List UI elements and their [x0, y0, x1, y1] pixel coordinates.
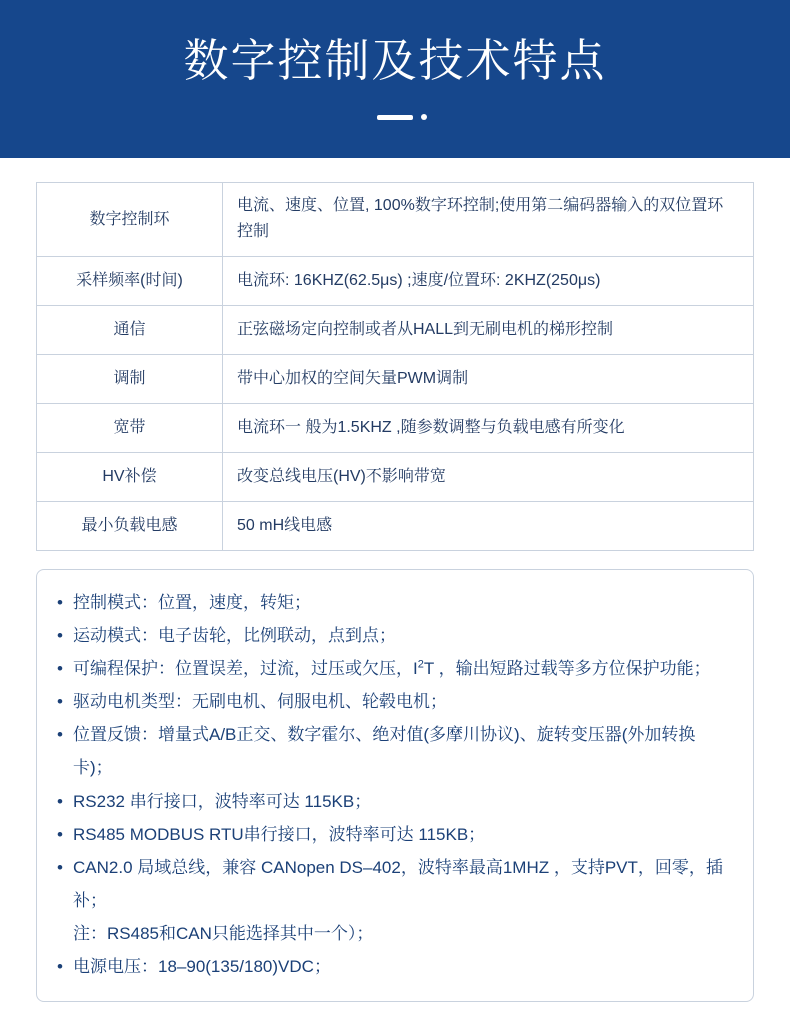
bullet-dot-icon: • [57, 824, 63, 844]
table-row [37, 306, 753, 355]
page-title: 数字控制及技术特点 [183, 35, 607, 86]
title-dot-decoration [421, 114, 427, 120]
spec-value: 50 mH线电感 [237, 516, 333, 534]
feature-list-item-label: RS485 MODBUS RTU串行接口，波特率可达 115KB； [73, 824, 486, 844]
feature-list-item [57, 785, 733, 818]
table-row [37, 502, 753, 551]
feature-note: 注：RS485和CAN只能选择其中一个）； [73, 924, 374, 944]
feature-list-item-label: 运动模式：电子齿轮，比例联动，点到点； [73, 625, 396, 645]
table-row [37, 257, 753, 306]
spec-label: 调制 [37, 355, 223, 403]
bullet-dot-icon: • [57, 791, 63, 811]
feature-list-item [57, 619, 733, 652]
feature-list-item-label: 控制模式：位置，速度，转矩； [73, 592, 311, 612]
bullet-dot-icon: • [57, 625, 63, 645]
feature-list-item [57, 851, 733, 917]
feature-list-item-label: CAN2.0 局域总线，兼容 CANopen DS–402，波特率最高1MHZ ，支持PVT，回零，插补； [73, 857, 723, 911]
spec-label: HV补偿 [37, 453, 223, 501]
table-row [37, 404, 753, 453]
bullet-dot-icon: • [57, 857, 63, 877]
title-underline-decoration [377, 115, 413, 120]
bullet-dot-icon: • [57, 659, 63, 679]
spec-value: 带中心加权的空间矢量PWM调制 [237, 369, 469, 387]
bullet-dot-icon: • [57, 725, 63, 745]
feature-list-item [57, 718, 733, 784]
spec-value: 电流环一 般为1.5KHZ ,随参数调整与负载电感有所变化 [237, 418, 625, 436]
spec-label: 宽带 [37, 404, 223, 452]
feature-list-item [57, 586, 733, 619]
table-row [37, 183, 753, 257]
bullet-dot-icon: • [57, 957, 63, 977]
feature-list-item [57, 950, 733, 983]
feature-list-item-label: 位置反馈：增量式A/B正交、数字霍尔、绝对值(多摩川协议)、旋转变压器(外加转换卡)； [73, 725, 696, 778]
bullet-dot-icon: • [57, 692, 63, 712]
spec-value: 电流环: 16KHZ(62.5μs) ;速度/位置环: 2KHZ(250μs) [237, 271, 601, 289]
bullet-dot-icon: • [57, 592, 63, 612]
spec-label: 通信 [37, 306, 223, 354]
feature-list-item-label: 可编程保护：位置误差，过流，过压或欠压，$I^2T$ ，输出短路过载等多方位保护功能； [73, 658, 711, 679]
table-row [37, 453, 753, 502]
feature-list-item-label: RS232 串行接口，波特率可达 115KB； [73, 791, 372, 811]
features-panel [36, 569, 754, 1003]
feature-list-item-label: 驱动电机类型：无刷电机、伺服电机、轮毂电机； [73, 692, 447, 712]
feature-list-item-label: 电源电压：18–90(135/180)VDC； [73, 957, 331, 977]
spec-value: 正弦磁场定向控制或者从HALL到无刷电机的梯形控制 [237, 320, 614, 338]
feature-list-item [57, 818, 733, 851]
spec-value: 电流、速度、位置, 100%数字环控制;使用第二编码器输入的双位置环控制 [237, 197, 724, 241]
spec-value: 改变总线电压(HV)不影响带宽 [237, 467, 446, 485]
feature-list-item [57, 652, 733, 685]
spec-label: 数字控制环 [37, 183, 223, 256]
page-header [0, 0, 790, 158]
spec-table [36, 182, 754, 551]
feature-list-item [57, 685, 733, 718]
table-row [37, 355, 753, 404]
spec-label: 最小负载电感 [37, 502, 223, 550]
spec-label: 采样频率(时间) [37, 257, 223, 305]
